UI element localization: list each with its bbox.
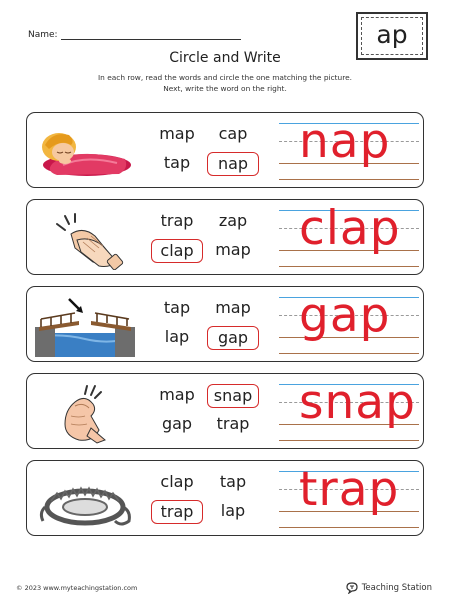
bridge-gap-image (35, 293, 135, 357)
writing-lines[interactable] (279, 114, 419, 181)
descender-line (279, 440, 419, 441)
writing-lines[interactable] (279, 201, 419, 268)
answer-word: gap (299, 288, 391, 343)
page-title: Circle and Write (169, 50, 281, 66)
word-option[interactable]: zap (218, 211, 248, 230)
name-field (28, 30, 241, 40)
exercise-row (26, 112, 424, 188)
copyright: © 2023 www.myteachingstation.com (16, 584, 138, 592)
word-option[interactable]: tap (163, 153, 191, 172)
word-option[interactable]: trap (160, 211, 194, 230)
brand-name: Teaching Station (361, 583, 432, 593)
descender-line (279, 266, 419, 267)
word-option[interactable]: clap (160, 472, 194, 491)
word-option-circled[interactable]: clap (151, 239, 203, 263)
word-option-circled[interactable]: nap (207, 152, 259, 176)
word-option[interactable]: map (215, 298, 251, 317)
exercise-row (26, 286, 424, 362)
name-line[interactable] (61, 30, 241, 40)
word-option[interactable]: map (159, 124, 195, 143)
teaching-station-logo-icon (345, 582, 359, 594)
name-label: Name: (28, 30, 58, 40)
word-option[interactable]: cap (218, 124, 248, 143)
answer-word: nap (299, 114, 391, 169)
answer-word: snap (299, 375, 416, 430)
word-option[interactable]: trap (216, 414, 250, 433)
word-option[interactable]: map (159, 385, 195, 404)
exercise-row (26, 199, 424, 275)
word-option[interactable]: map (215, 240, 251, 259)
answer-word: trap (299, 462, 400, 517)
descender-line (279, 353, 419, 354)
snapping-fingers-image (35, 380, 135, 444)
descender-line (279, 527, 419, 528)
answer-word: clap (299, 201, 401, 256)
bear-trap-image (35, 467, 135, 531)
sleeping-child-image (35, 119, 135, 183)
word-option[interactable]: tap (163, 298, 191, 317)
writing-lines[interactable] (279, 462, 419, 529)
word-option[interactable]: gap (161, 414, 193, 433)
instruction-line-1: In each row, read the words and circle the one matching the picture. (98, 73, 352, 82)
word-option-circled[interactable]: trap (151, 500, 203, 524)
exercise-row (26, 460, 424, 536)
brand-logo (345, 582, 432, 594)
word-option[interactable]: tap (219, 472, 247, 491)
word-option-circled[interactable]: gap (207, 326, 259, 350)
writing-lines[interactable] (279, 375, 419, 442)
instructions (0, 72, 450, 94)
word-option-circled[interactable]: snap (207, 384, 259, 408)
badge-text: ap (361, 17, 423, 55)
instruction-line-2: Next, write the word on the right. (163, 84, 287, 93)
word-option[interactable]: lap (164, 327, 190, 346)
word-option[interactable]: lap (220, 501, 246, 520)
clapping-hands-image (35, 206, 135, 270)
writing-lines[interactable] (279, 288, 419, 355)
exercise-row (26, 373, 424, 449)
descender-line (279, 179, 419, 180)
